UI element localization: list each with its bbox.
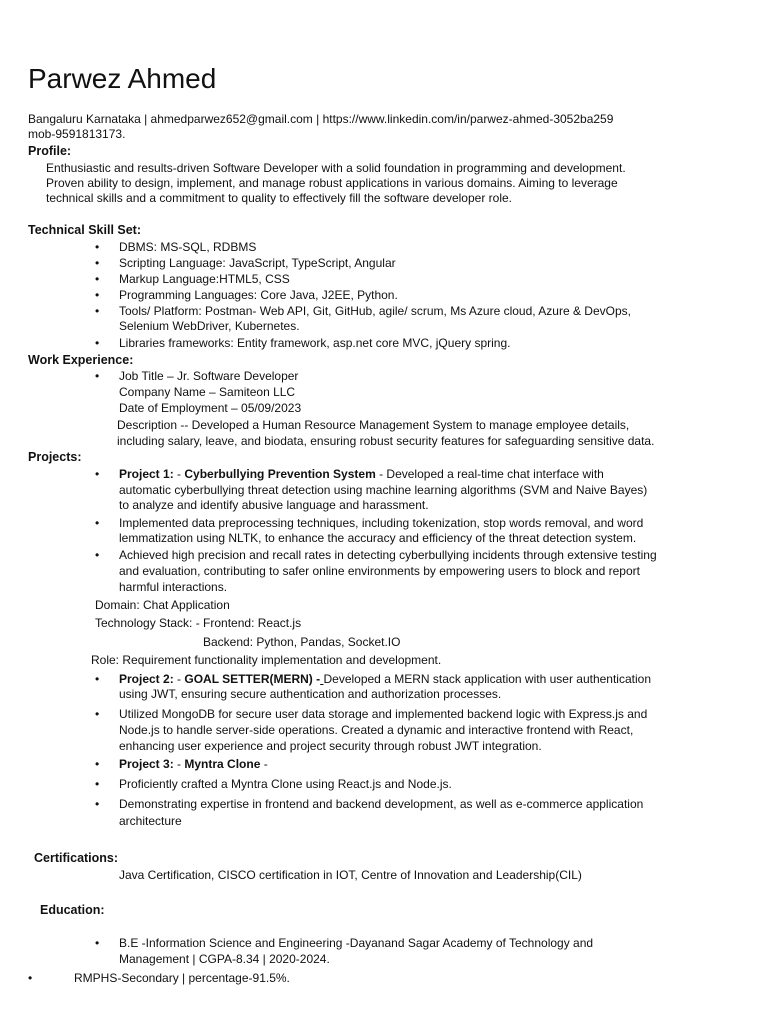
certifications-text: Java Certification, CISCO certification in IOT, Centre of Innovation and Leadership(CIL) <box>119 868 582 882</box>
project-domain: Domain: Chat Application <box>95 598 230 612</box>
projects-heading: Projects: <box>28 450 82 464</box>
skill-item: Scripting Language: JavaScript, TypeScript, Angular <box>119 256 396 270</box>
contact-line: Bangaluru Karnataka | ahmedparwez652@gmail.com | https://www.linkedin.com/in/parwez-ahmed-3052ba259 <box>28 112 614 126</box>
project-1-desc: - Developed a real-time chat interface with <box>375 467 604 481</box>
candidate-name: Parwez Ahmed <box>28 63 217 94</box>
project-1-label: Project 1: <box>119 467 174 481</box>
project-tech-stack: Technology Stack: - Frontend: React.js <box>95 616 302 630</box>
work-line: Job Title – Jr. Software Developer <box>119 369 299 383</box>
project-2-cont: using JWT, ensuring secure authentication and authorization processes. <box>119 687 502 701</box>
bullet: • <box>95 336 100 350</box>
bullet: • <box>95 757 100 771</box>
skill-item: Tools/ Platform: Postman- Web API, Git, GitHub, agile/ scrum, Ms Azure cloud, Azure & DevOps, <box>119 304 631 318</box>
work-heading: Work Experience: <box>28 353 134 367</box>
project-3-bullet-cont: architecture <box>119 814 182 828</box>
project-3-title: Myntra Clone <box>184 757 261 771</box>
bullet: • <box>95 256 100 270</box>
education-item-cont: Management | CGPA-8.34 | 2020-2024. <box>119 952 330 966</box>
project-1-line <box>119 466 604 482</box>
bullet: • <box>95 272 100 286</box>
bullet: • <box>95 777 100 791</box>
project-2-sep: - <box>173 672 185 686</box>
project-3-bullet: Proficiently crafted a Myntra Clone using React.js and Node.js. <box>119 777 452 791</box>
bullet: • <box>95 707 100 721</box>
skill-item: Programming Languages: Core Java, J2EE, Python. <box>119 288 398 302</box>
work-line: including salary, leave, and biodata, ensuring robust security features for safeguarding sensitive data. <box>117 434 655 448</box>
bullet: • <box>95 288 100 302</box>
bullet: • <box>95 936 100 950</box>
profile-line: technical skills and a commitment to quality to effectively fill the software developer role. <box>46 191 512 205</box>
skills-heading: Technical Skill Set: <box>28 223 142 237</box>
bullet: • <box>95 369 100 383</box>
project-1-bullet-cont: harmful interactions. <box>119 580 228 594</box>
bullet: • <box>95 672 100 686</box>
project-2-desc: Developed a MERN stack application with user authentication <box>323 672 651 686</box>
skill-item: Libraries frameworks: Entity framework, asp.net core MVC, jQuery spring. <box>119 336 511 350</box>
project-1-sep: - <box>173 467 185 481</box>
work-line: Description -- Developed a Human Resource Management System to manage employee details, <box>117 418 630 432</box>
project-1-bullet-cont: lemmatization using NLTK, to enhance the accuracy and efficiency of the threat detection system. <box>119 531 637 545</box>
bullet: • <box>95 797 100 811</box>
project-2-label: Project 2: <box>119 672 174 686</box>
project-3-tail: - <box>260 757 268 771</box>
bullet: • <box>28 971 33 985</box>
education-item: RMPHS-Secondary | percentage-91.5%. <box>74 971 290 985</box>
project-1-bullet: Implemented data preprocessing techniques, including tokenization, stop words removal, and word <box>119 516 644 530</box>
bullet: • <box>95 240 100 254</box>
profile-line: Enthusiastic and results-driven Software Developer with a solid foundation in programming and development. <box>46 161 626 175</box>
project-3-label: Project 3: <box>119 757 174 771</box>
project-2-title: GOAL SETTER(MERN) - <box>184 672 321 686</box>
mobile-line: mob-9591813173. <box>28 127 126 141</box>
skill-item: DBMS: MS-SQL, RDBMS <box>119 240 257 254</box>
project-role: Role: Requirement functionality implementation and development. <box>91 653 442 667</box>
project-1-bullet-cont: and evaluation, contributing to safer online environments by empowering users to block and report <box>119 564 640 578</box>
work-line: Date of Employment – 05/09/2023 <box>119 401 302 415</box>
bullet: • <box>95 548 100 562</box>
certifications-heading: Certifications: <box>34 851 119 865</box>
project-1-title: Cyberbullying Prevention System <box>184 467 376 481</box>
skill-item: Markup Language:HTML5, CSS <box>119 272 290 286</box>
bullet: • <box>95 304 100 318</box>
project-2-bullet-cont: Node.js to handle server-side operations. Created a dynamic and interactive frontend with React, <box>119 723 634 737</box>
profile-heading: Profile: <box>28 144 72 158</box>
education-item: B.E -Information Science and Engineering -Dayanand Sagar Academy of Technology and <box>119 936 594 950</box>
project-3-bullet: Demonstrating expertise in frontend and backend development, as well as e-commerce application <box>119 797 644 811</box>
work-line: Company Name – Samiteon LLC <box>119 385 296 399</box>
skill-item-cont: Selenium WebDriver, Kubernetes. <box>119 319 300 333</box>
project-3-sep: - <box>173 757 185 771</box>
profile-line: Proven ability to design, implement, and manage robust applications in various domains. Aiming to leverage <box>46 176 618 190</box>
project-2-bullet-cont: enhancing user experience and project security through robust JWT integration. <box>119 739 542 753</box>
project-1-cont: to analyze and identify abusive language and harassment. <box>119 498 429 512</box>
bullet: • <box>95 516 100 530</box>
project-1-bullet: Achieved high precision and recall rates in detecting cyberbullying incidents through extensive testing <box>119 548 657 562</box>
project-backend: Backend: Python, Pandas, Socket.IO <box>203 635 401 649</box>
project-1-cont: automatic cyberbullying threat detection using machine learning algorithms (SVM and Naive Bayes) <box>119 483 648 497</box>
education-heading: Education: <box>40 903 105 917</box>
project-2-bullet: Utilized MongoDB for secure user data storage and implemented backend logic with Express.js and <box>119 707 648 721</box>
project-2-line <box>119 671 651 687</box>
bullet: • <box>95 467 100 481</box>
project-3-line <box>119 756 268 772</box>
